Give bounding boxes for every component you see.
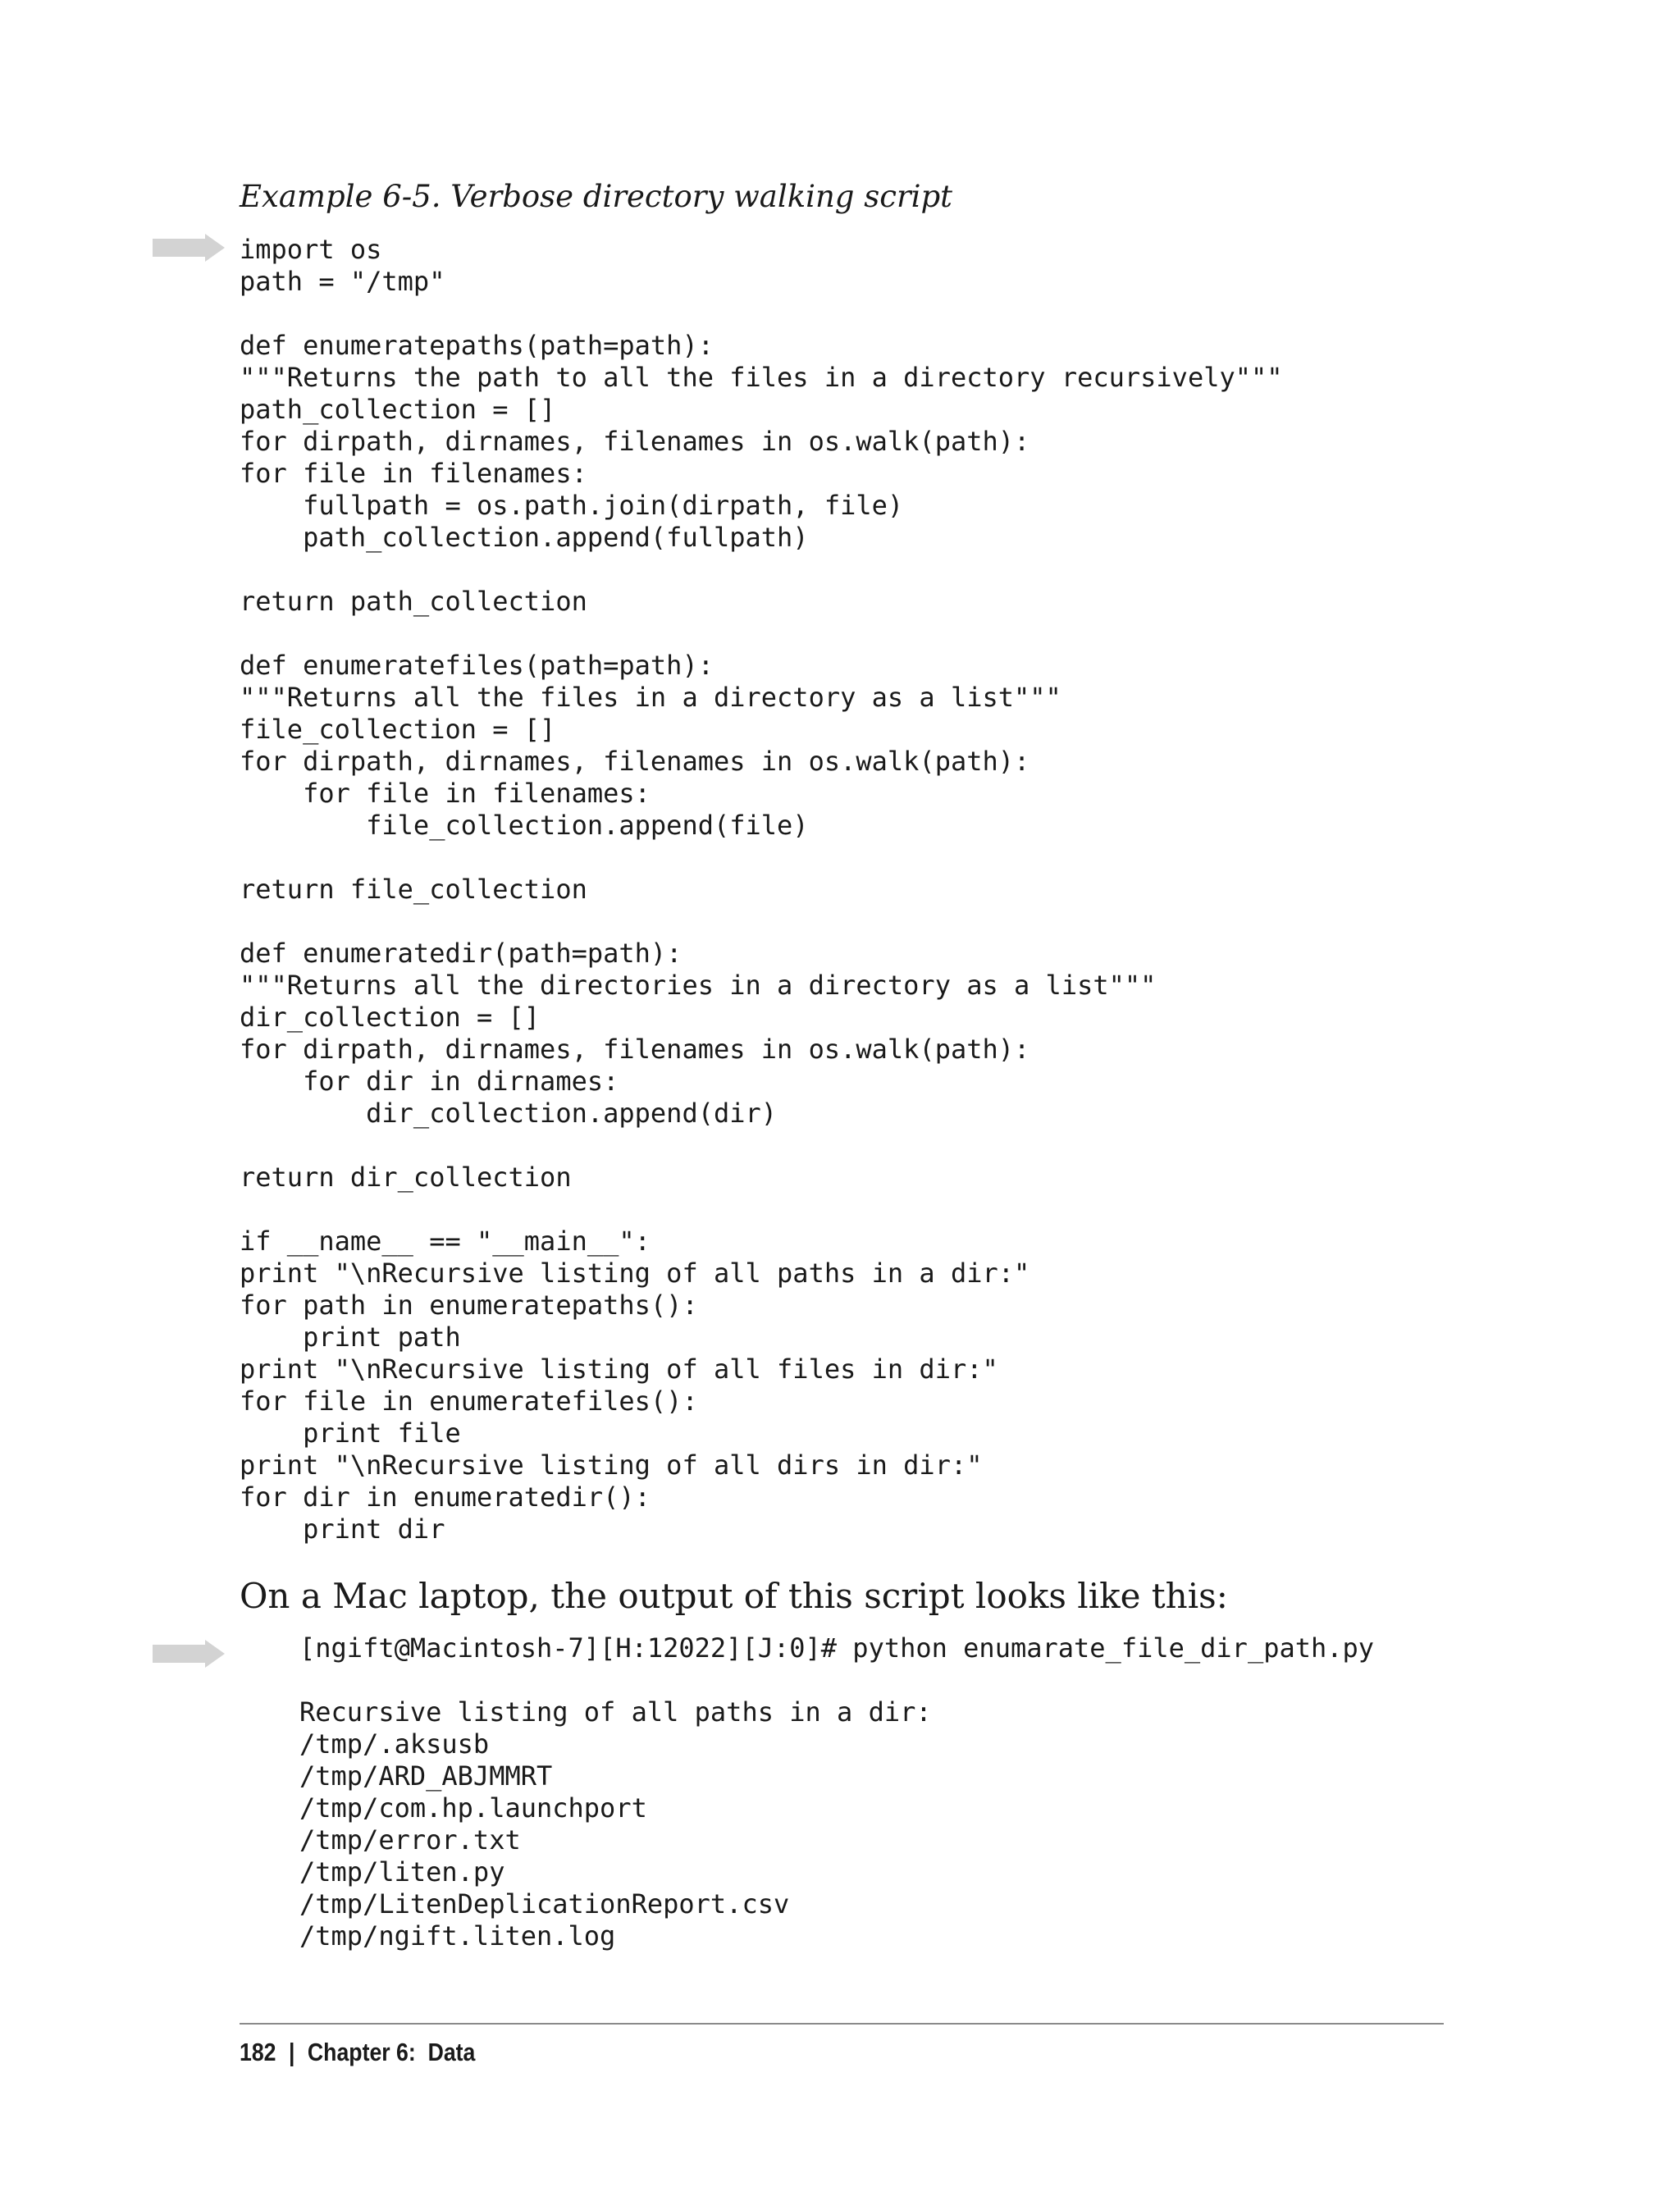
footer-rule: [240, 2023, 1444, 2025]
code-line: print "\nRecursive listing of all dirs in dir:": [240, 1449, 983, 1481]
arrow-right-icon: [153, 234, 225, 262]
code-line: print path: [240, 1322, 461, 1353]
code-line: for dirpath, dirnames, filenames in os.walk(path):: [240, 746, 1030, 777]
code-line: [ngift@Macintosh-7][H:12022][J:0]# python enumarate_file_dir_path.py: [299, 1632, 1375, 1664]
code-line: path_collection = []: [240, 394, 556, 425]
code-line: return dir_collection: [240, 1162, 572, 1193]
code-line: """Returns all the directories in a directory as a list""": [240, 970, 1157, 1001]
code-line: /tmp/error.txt: [299, 1824, 521, 1856]
code-line: """Returns the path to all the files in a directory recursively""": [240, 362, 1283, 393]
code-line: for dirpath, dirnames, filenames in os.walk(path):: [240, 426, 1030, 457]
code-line: return file_collection: [240, 874, 587, 905]
code-line: /tmp/com.hp.launchport: [299, 1792, 647, 1824]
code-line: return path_collection: [240, 586, 587, 617]
code-line: /tmp/LitenDeplicationReport.csv: [299, 1888, 790, 1920]
code-line: for file in filenames:: [240, 778, 651, 809]
code-line: /tmp/ARD_ABJMMRT: [299, 1760, 553, 1792]
code-line: [299, 1664, 1374, 1696]
code-line: [240, 842, 1283, 874]
code-line: for file in enumeratefiles():: [240, 1386, 698, 1417]
code-line: def enumeratepaths(path=path):: [240, 330, 714, 361]
code-line: path_collection.append(fullpath): [240, 522, 809, 553]
code-line: /tmp/ngift.liten.log: [299, 1920, 616, 1952]
code-line: Recursive listing of all paths in a dir:: [299, 1696, 932, 1728]
code-line: [240, 298, 1283, 330]
code-line: print "\nRecursive listing of all files in dir:": [240, 1354, 998, 1385]
code-line: print file: [240, 1418, 461, 1449]
code-line: path = "/tmp": [240, 266, 445, 297]
code-line: import os: [240, 234, 382, 265]
code-line: for dirpath, dirnames, filenames in os.walk(path):: [240, 1034, 1030, 1065]
code-example: [240, 234, 1283, 1545]
code-output: [299, 1632, 1374, 1952]
code-line: [240, 1130, 1283, 1162]
code-line: for file in filenames:: [240, 458, 587, 489]
code-line: /tmp/.aksusb: [299, 1728, 490, 1760]
code-line: [240, 906, 1283, 938]
code-line: print "\nRecursive listing of all paths in a dir:": [240, 1258, 1030, 1289]
code-line: [240, 554, 1283, 586]
chapter-title: Chapter 6: Data: [307, 2038, 476, 2066]
code-line: [240, 1194, 1283, 1226]
code-line: dir_collection = []: [240, 1002, 541, 1033]
code-line: print dir: [240, 1513, 445, 1545]
code-line: fullpath = os.path.join(dirpath, file): [240, 490, 904, 521]
code-line: dir_collection.append(dir): [240, 1098, 778, 1129]
code-line: [240, 618, 1283, 650]
code-line: def enumeratefiles(path=path):: [240, 650, 714, 681]
body-paragraph: On a Mac laptop, the output of this script looks like this:: [240, 1576, 1228, 1616]
code-line: file_collection = []: [240, 714, 556, 745]
arrow-right-icon: [153, 1640, 225, 1668]
code-line: file_collection.append(file): [240, 810, 809, 841]
example-caption: Example 6-5. Verbose directory walking script: [240, 179, 953, 214]
code-line: for dir in dirnames:: [240, 1066, 619, 1097]
page-footer: [240, 2033, 475, 2072]
code-line: for dir in enumeratedir():: [240, 1481, 651, 1513]
footer-separator: |: [288, 2038, 295, 2066]
page-number: 182: [240, 2038, 276, 2066]
code-line: if __name__ == "__main__":: [240, 1226, 651, 1257]
code-line: def enumeratedir(path=path):: [240, 938, 682, 969]
code-line: """Returns all the files in a directory as a list""": [240, 682, 1061, 713]
code-line: for path in enumeratepaths():: [240, 1290, 698, 1321]
code-line: /tmp/liten.py: [299, 1856, 505, 1888]
